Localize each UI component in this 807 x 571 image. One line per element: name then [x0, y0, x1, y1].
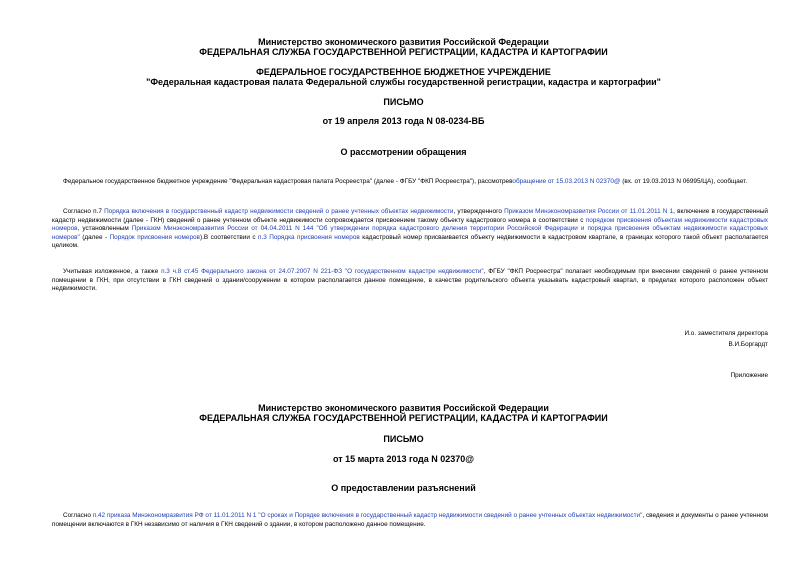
numbering-procedure-link[interactable]: порядком присвоения объектам недвижимости кадастровых номеров — [52, 216, 768, 233]
paragraph-1-text-b: (вх. от 19.03.2013 N 06995/ЦА), сообщает. — [620, 178, 748, 185]
appendix-label: Приложение — [730, 372, 768, 379]
signer-title: И.о. заместителя директора — [684, 330, 768, 337]
appendix-paragraph-1 — [52, 512, 768, 529]
order-1-link[interactable]: Приказом Минэкономразвития России от 11.01.2011 N 1 — [504, 208, 674, 215]
document-type: ПИСЬМО — [383, 97, 424, 107]
institution-heading: ФЕДЕРАЛЬНОЕ ГОСУДАРСТВЕННОЕ БЮДЖЕТНОЕ УЧРЕЖДЕНИЕ — [256, 67, 551, 77]
appendix-document-type: ПИСЬМО — [383, 434, 424, 444]
paragraph-2-text-e: (далее - — [79, 233, 110, 241]
signer-name: В.И.Боргардт — [728, 341, 768, 348]
paragraph-2-text-b: , утвержденного — [453, 208, 505, 215]
paragraph-1-text-a: Федеральное государственное бюджетное учреждение "Федеральная кадастровая палата Росреестра" (далее - ФГБУ "ФКП Росреестра"), рассмотрев — [63, 178, 513, 185]
paragraph-2-text-a: Согласно п.7 — [63, 208, 105, 215]
document-subject: О рассмотрении обращения — [340, 147, 467, 157]
service-heading: ФЕДЕРАЛЬНАЯ СЛУЖБА ГОСУДАРСТВЕННОЙ РЕГИСТРАЦИИ, КАДАСТРА И КАРТОГРАФИИ — [199, 47, 608, 57]
paragraph-2-text-g: кадастровый номер присваивается объекту недвижимости в кадастровом квартале, в границах которого такой объект располагается целиком. — [52, 233, 768, 250]
numbering-clause-3-link[interactable]: п.3 Порядка присвоения номеров — [258, 233, 360, 241]
institution-full-name: "Федеральная кадастровая палата Федеральной службы государственной регистрации, кадастра и картографии" — [146, 77, 661, 87]
appendix-paragraph-text-a: Согласно — [63, 512, 93, 519]
order-144-link[interactable]: Приказом Минэкономразвития России от 04.04.2011 N 144 "Об утверждении порядка кадастрового деления территории Российской Федерации и порядка присвоения объектам недвижимости кадастровых номеров" — [52, 225, 769, 241]
procedure-link[interactable]: Порядка включения в государственный кадастр недвижимости сведений о ранее учтенных объектах недвижимости — [104, 208, 454, 215]
numbering-order-link[interactable]: Порядок присвоения номеров — [109, 233, 200, 241]
paragraph-1 — [52, 178, 768, 187]
ministry-heading: Министерство экономического развития Российской Федерации — [258, 37, 549, 47]
appendix-date-number: от 15 марта 2013 года N 02370@ — [332, 454, 475, 464]
paragraph-3-text-b: , ФГБУ "ФКП Росреестра" полагает необходимым при внесении сведений о ранее учтенном помещении в ГКН, при отсутствии в ГКН сведений о здании/сооружении в котором располагается данное помещение, в качестве родительского объекта указывать кадастровый квартал, в пределах которого расположен объект недвижимости. — [52, 268, 768, 293]
clause-42-link[interactable]: п.42 приказа Минэкономразвития РФ от 11.01.2011 N 1 "О сроках и Порядке включения в государственный кадастр недвижимости сведений о ранее учтенных объектах недвижимости" — [92, 512, 643, 519]
appeal-link[interactable]: обращение от 15.03.2013 N 02370@ — [512, 178, 621, 185]
paragraph-3 — [52, 268, 768, 294]
appendix-paragraph-text-b: , сведения и документы о ранее учтенном помещении включаются в ГКН независимо от наличия в ГКН сведений о здании, в котором расположено данное помещение. — [52, 512, 768, 528]
appendix-service-heading: ФЕДЕРАЛЬНАЯ СЛУЖБА ГОСУДАРСТВЕННОЙ РЕГИСТРАЦИИ, КАДАСТРА И КАРТОГРАФИИ — [199, 413, 608, 423]
document-date-number: от 19 апреля 2013 года N 08-0234-ВБ — [322, 116, 485, 126]
paragraph-2-text-f: ).В соответствии с — [199, 233, 259, 241]
paragraph-2 — [52, 208, 768, 251]
appendix-subject: О предоставлении разъяснений — [331, 483, 476, 493]
paragraph-2-text-d: , установленным — [77, 225, 132, 233]
appendix-ministry-heading: Министерство экономического развития Российской Федерации — [258, 403, 549, 413]
paragraph-3-text-a: Учитывая изложенное, а также — [63, 268, 162, 275]
paragraph-2-text-c: , включение в государственный кадастр недвижимости (далее - ГКН) сведений о ранее учтенном объекте недвижимости сопровождается присвоением такому объекту кадастрового номера в соответствии с — [52, 208, 768, 224]
federal-law-link[interactable]: п.3 ч.8 ст.45 Федерального закона от 24.07.2007 N 221-ФЗ "О государственном кадастре недвижимости" — [161, 268, 484, 275]
